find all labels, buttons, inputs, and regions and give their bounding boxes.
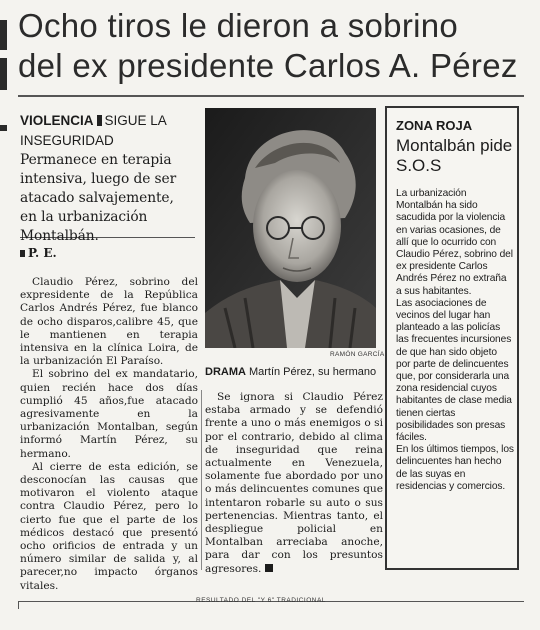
paragraph bbox=[205, 391, 383, 576]
article-column-1 bbox=[20, 276, 198, 593]
footer-text: RESULTADO DEL "Y 6" TRADICIONAL bbox=[196, 597, 326, 604]
paragraph: Claudio Pérez, sobrino del expresidente de la República Carlos Andrés Pérez, fue blanco de ocho disparos,calibre 45, que le mantienen en terapia intensiva en la clínica Loira, de la urbanización El Paraíso. bbox=[20, 276, 198, 368]
deck bbox=[20, 111, 192, 246]
sidebar-kicker: ZONA ROJA bbox=[396, 118, 473, 133]
paragraph-text: Se ignora si Claudio Pérez estaba armado y se defendió frente a uno o más enemigos o si por el contrario, debido al clima de inseguridad que reina actualmente en Venezuela, solamente fue abordado por uno o más delincuentes comunes que intentaron robarle su auto o sus pertenencias. Mientras tanto, el despliegue policial en Montalban arreciaba anoche, para dar con los presuntos agresores. bbox=[205, 391, 383, 575]
separator-square-icon bbox=[97, 115, 102, 126]
portrait-image bbox=[205, 108, 376, 348]
headline bbox=[18, 6, 533, 86]
paragraph: El sobrino del ex mandatario, quien recién hace dos días cumplió 45 años,fue atacado agresivamente en la urbanización Montalban, según informó Martín Pérez, su hermano. bbox=[20, 368, 198, 460]
sidebar-title: Montalbán pide S.O.S bbox=[396, 136, 513, 175]
headline-rule bbox=[18, 95, 524, 97]
photo-credit: RAMÓN GARCÍA bbox=[330, 351, 385, 358]
headline-line-2: del ex presidente Carlos A. Pérez bbox=[18, 47, 518, 84]
column-divider bbox=[201, 390, 202, 570]
page-edge-mark bbox=[0, 125, 7, 131]
sidebar-paragraph: La urbanización Montalbán ha sido sacudida por la violencia en varias ocasiones, de allí que lo ocurrido con Claudio Pérez, sobrino del ex presidente Carlos Andrés Pérez no extraña a sus habitantes. bbox=[396, 188, 513, 297]
footer-rule-tick bbox=[18, 601, 19, 609]
byline-text: P. E. bbox=[28, 246, 57, 260]
deck-kicker: VIOLENCIA bbox=[20, 113, 94, 128]
sidebar-body bbox=[396, 188, 514, 493]
article-column-2 bbox=[205, 391, 383, 576]
photo-martin-perez bbox=[205, 108, 376, 348]
deck-pre-label: SIGUE LA INSEGURIDAD bbox=[20, 113, 167, 148]
caption-kicker: DRAMA bbox=[205, 366, 246, 378]
caption-text: Martín Pérez, su hermano bbox=[248, 366, 377, 378]
page-edge-mark bbox=[0, 20, 7, 50]
headline-line-1: Ocho tiros le dieron a sobrino bbox=[18, 7, 459, 44]
photo-caption bbox=[205, 366, 380, 378]
end-of-article-square-icon bbox=[265, 564, 273, 572]
sidebar-paragraph: Las asociaciones de vecinos del lugar han planteado a las policías las frecuentes incursiones de que han sido objeto por parte de delincuentes que, por considerarla una zona residencial cuyos habitantes de clase media tienen ciertas posibilidades son presas fáciles. bbox=[396, 297, 512, 444]
sidebar-box bbox=[385, 106, 519, 570]
sidebar-paragraph: En los últimos tiempos, los delincuentes han hecho de las suyas en residencias y comercios. bbox=[396, 444, 514, 492]
deck-text: Permanece en terapia intensiva, luego de ser atacado salvajemente, en la urbanización Montalbán. bbox=[20, 152, 177, 244]
byline bbox=[20, 246, 57, 260]
paragraph: Al cierre de esta edición, se desconocían las causas que motivaron el violento ataque contra Claudio Pérez, pero lo cierto fue que el parte de los médicos destacó que presentó ocho orificios de entrada y un número similar de salida y, al parecer,no impacto órganos vitales. bbox=[20, 460, 198, 592]
byline-square-icon bbox=[20, 250, 25, 257]
page-edge-mark bbox=[0, 58, 7, 90]
